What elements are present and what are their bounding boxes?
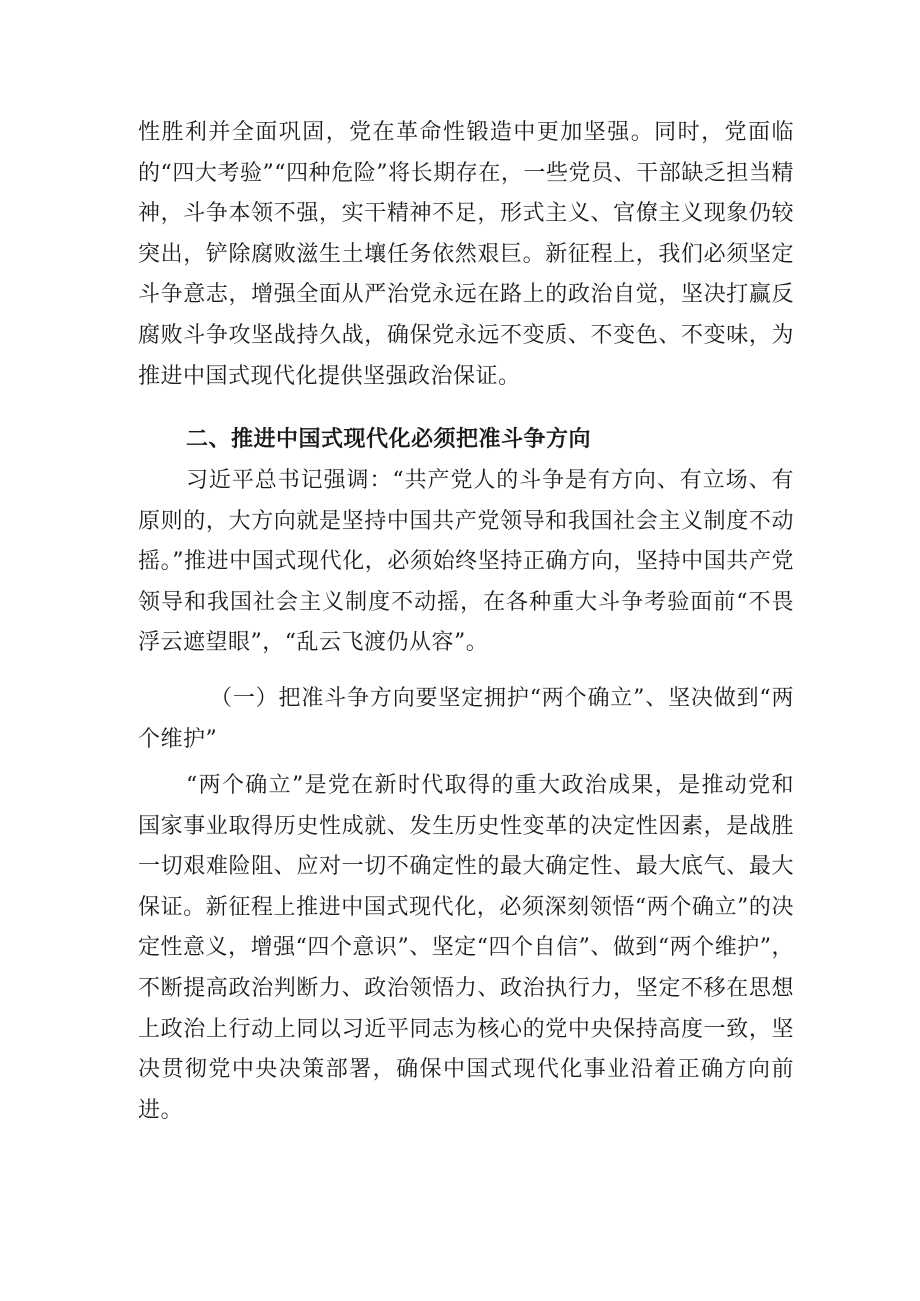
section-heading: 二、推进中国式现代化必须把准斗争方向 [186,427,592,452]
subsection-heading: （一）把准斗争方向要坚定拥护“两个确立”、坚决做到“两个维护” [138,686,794,752]
body-paragraph-quote: 习近平总书记强调：“共产党人的斗争是有方向、有立场、有原则的，大方向就是坚持中国共产党领导和我国社会主义制度不动摇。”推进中国式现代化，必须始终坚持正确方向，坚持中国共产党领导和我国社会主义制度不动摇，在各种重大斗争考验面前“不畏浮云遮望眼”，“乱云飞渡仍从容”。 [138,468,794,656]
body-paragraph: “两个确立”是党在新时代取得的重大政治成果，是推动党和国家事业取得历史性成就、发生历史性变革的决定性因素，是战胜一切艰难险阻、应对一切不确定性的最大确定性、最大底气、最大保证。新征程上推进中国式现代化，必须深刻领悟“两个确立”的决定性意义，增强“四个意识”、坚定“四个自信”、做到“两个维护”，不断提高政治判断力、政治领悟力、政治执行力，坚定不移在思想上政治上行动上同以习近平同志为核心的党中央保持高度一致，坚决贯彻党中央决策部署，确保中国式现代化事业沿着正确方向前进。 [138,773,794,1123]
body-paragraph-continuation: 性胜利并全面巩固，党在革命性锻造中更加坚强。同时，党面临的“四大考验”“四种危险”将长期存在，一些党员、干部缺乏担当精神，斗争本领不强，实干精神不足，形式主义、官僚主义现象仍较突出，铲除腐败滋生土壤任务依然艰巨。新征程上，我们必须坚定斗争意志，增强全面从严治党永远在路上的政治自觉，坚决打赢反腐败斗争攻坚战持久战，确保党永远不变质、不变色、不变味，为推进中国式现代化提供坚强政治保证。 [138,120,794,389]
